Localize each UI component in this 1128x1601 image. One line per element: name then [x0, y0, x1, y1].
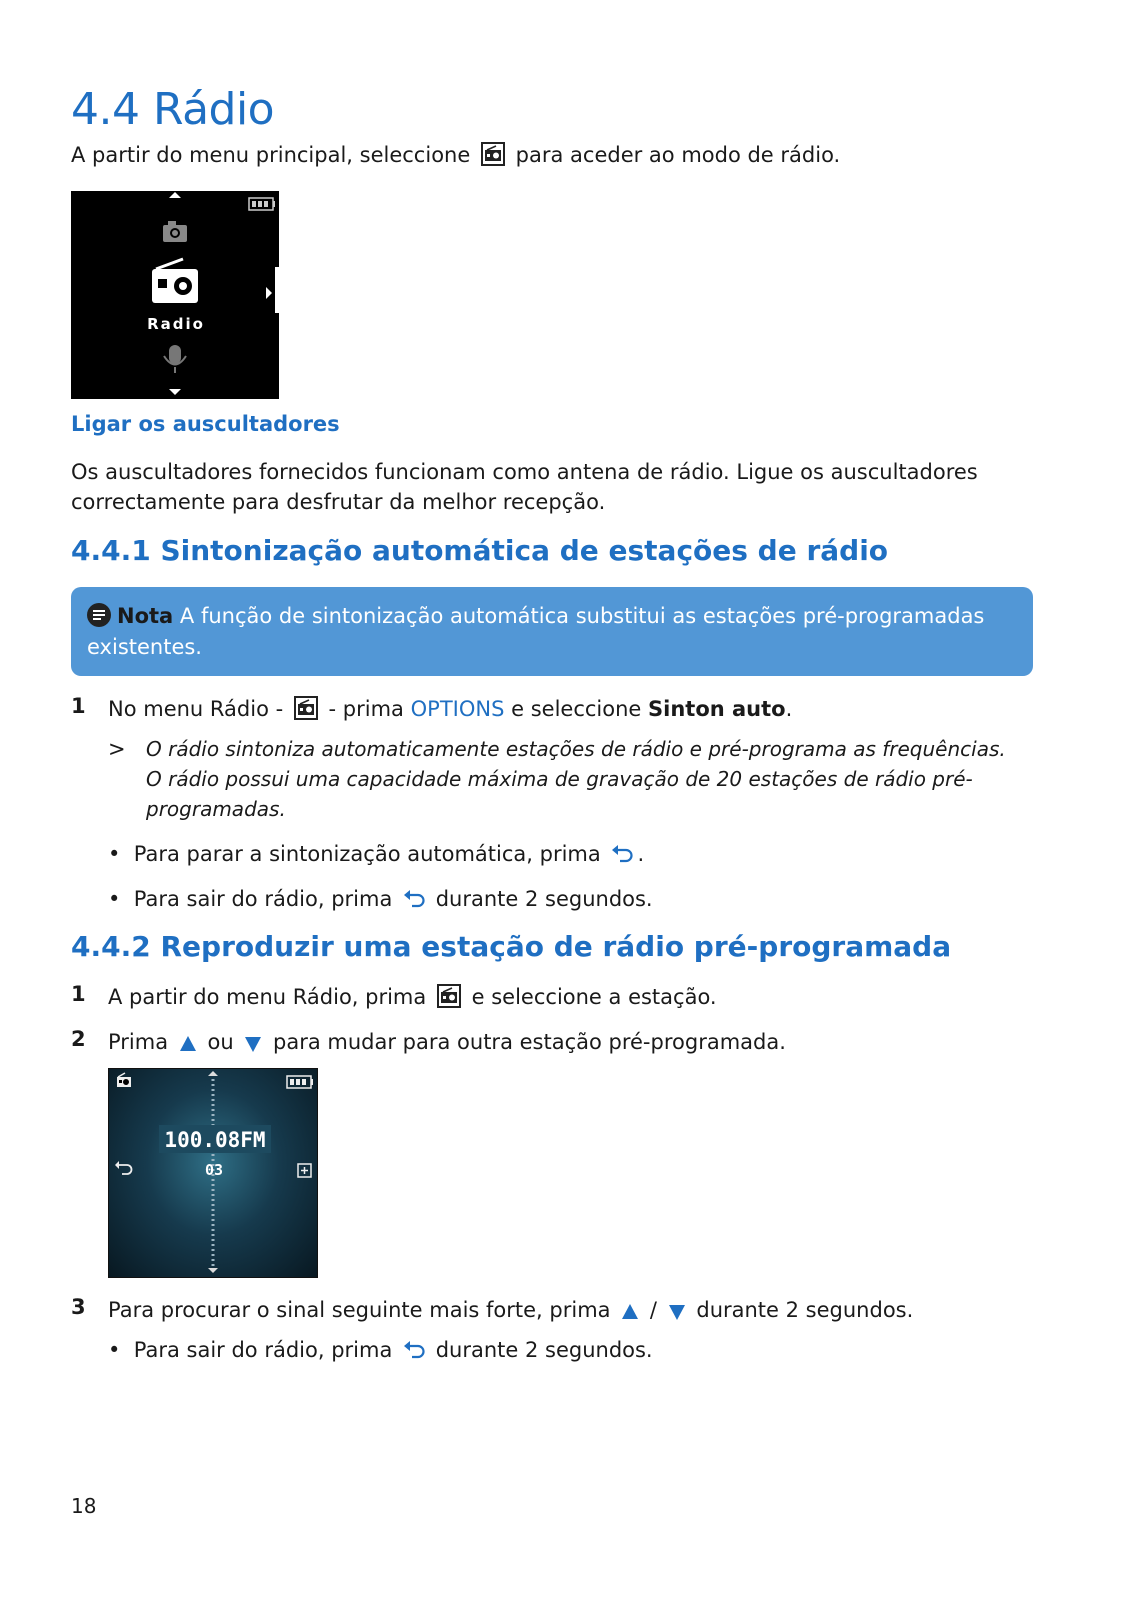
step-text-part: Para procurar o sinal seguinte mais forte, prima: [108, 1298, 611, 1322]
camera-icon: [163, 221, 187, 242]
back-icon: [611, 843, 633, 873]
page-title: 4.4 Rádio: [71, 84, 275, 135]
note-icon: [87, 603, 111, 627]
result-line1: O rádio sintoniza automaticamente estações de rádio e pré-programa as frequências.: [146, 737, 1006, 761]
back-icon: [403, 1339, 425, 1369]
section-4-4-2-heading: 4.4.2 Reproduzir uma estação de rádio pré-programada: [71, 930, 952, 963]
down-arrow-icon: [244, 1031, 262, 1061]
step-text-part: Prima: [108, 1030, 169, 1054]
headphones-line1: Os auscultadores fornecidos funcionam como antena de rádio. Ligue os auscultadores: [71, 460, 978, 484]
step-text-part: e seleccione a estação.: [471, 985, 717, 1009]
intro-before: A partir do menu principal, seleccione: [71, 143, 471, 167]
intro-after: para aceder ao modo de rádio.: [515, 143, 841, 167]
down-arrow-icon: [668, 1299, 686, 1329]
step-text: [108, 982, 717, 1016]
bullet-text: Para sair do rádio, prima: [133, 887, 393, 911]
radio-large-icon: [152, 259, 198, 303]
bullet-item: [108, 839, 644, 873]
bullet-text: .: [637, 842, 645, 866]
scroll-up-arrow-icon: [169, 192, 181, 198]
add-icon: [298, 1164, 311, 1177]
note-line1: [87, 603, 984, 628]
note-label: Nota: [117, 604, 174, 628]
step-text: [108, 1295, 913, 1329]
bullet-text: durante 2 segundos.: [435, 887, 653, 911]
section-4-4-1-heading: 4.4.1 Sintonização automática de estações de rádio: [71, 534, 889, 567]
options-key: OPTIONS: [410, 697, 505, 721]
note-box: [71, 587, 1033, 676]
step-text: [108, 1027, 786, 1061]
headphones-heading: Ligar os auscultadores: [71, 412, 340, 436]
step-text: [108, 694, 792, 728]
step-text-part: /: [649, 1298, 657, 1322]
back-icon: [115, 1161, 132, 1174]
headphones-line2: correctamente para desfrutar da melhor recepção.: [71, 490, 606, 514]
radio-playback-screenshot: [108, 1068, 318, 1278]
step-text-part: .: [785, 697, 793, 721]
bullet-text: Para sair do rádio, prima: [133, 1338, 393, 1362]
page-number: 18: [71, 1494, 97, 1518]
result-line2: O rádio possui uma capacidade máxima de gravação de 20 estações de rádio pré-: [146, 767, 973, 791]
radio-icon: [437, 984, 461, 1016]
step-text-part: - prima: [328, 697, 404, 721]
step-text-part: para mudar para outra estação pré-programada.: [273, 1030, 786, 1054]
station-frequency: 100.08FM: [164, 1128, 266, 1152]
bullet-text: durante 2 segundos.: [435, 1338, 653, 1362]
radio-icon: [294, 696, 318, 728]
intro-text: [71, 140, 840, 174]
step-number: 1: [71, 694, 86, 718]
result-marker: >: [108, 737, 126, 761]
right-arrow-icon: [266, 287, 272, 299]
step-text-part: e seleccione: [511, 697, 642, 721]
step-number: 3: [71, 1295, 86, 1319]
bullet-dot: •: [108, 887, 134, 911]
battery-icon: [249, 198, 275, 210]
step-text-part: ou: [207, 1030, 234, 1054]
preset-number: 03: [204, 1161, 224, 1179]
result-line3: programadas.: [146, 797, 286, 821]
step-text-part: durante 2 segundos.: [696, 1298, 914, 1322]
back-icon: [403, 888, 425, 918]
tuner-down-arrow-icon: [208, 1268, 218, 1273]
radio-small-icon: [117, 1073, 131, 1087]
step-number: 2: [71, 1027, 86, 1051]
step-text-part: A partir do menu Rádio, prima: [108, 985, 427, 1009]
device-menu-screenshot: [71, 191, 279, 399]
step-text-part: No menu Rádio -: [108, 697, 284, 721]
note-text: A função de sintonização automática substitui as estações pré-programadas: [179, 604, 985, 628]
menu-radio-label: Radio: [147, 315, 205, 333]
step-number: 1: [71, 982, 86, 1006]
battery-icon: [287, 1076, 313, 1088]
microphone-icon: [164, 345, 186, 373]
radio-icon: [481, 142, 505, 174]
up-arrow-icon: [621, 1299, 639, 1329]
bullet-dot: •: [108, 1338, 134, 1362]
bullet-dot: •: [108, 842, 134, 866]
bullet-text: Para parar a sintonização automática, prima: [133, 842, 601, 866]
bullet-item: [108, 884, 653, 918]
sinton-auto-label: Sinton auto: [648, 697, 786, 721]
tuner-up-arrow-icon: [208, 1071, 218, 1076]
scroll-down-arrow-icon: [169, 389, 181, 395]
up-arrow-icon: [179, 1031, 197, 1061]
bullet-item: [108, 1335, 653, 1369]
note-line2: existentes.: [87, 635, 202, 659]
